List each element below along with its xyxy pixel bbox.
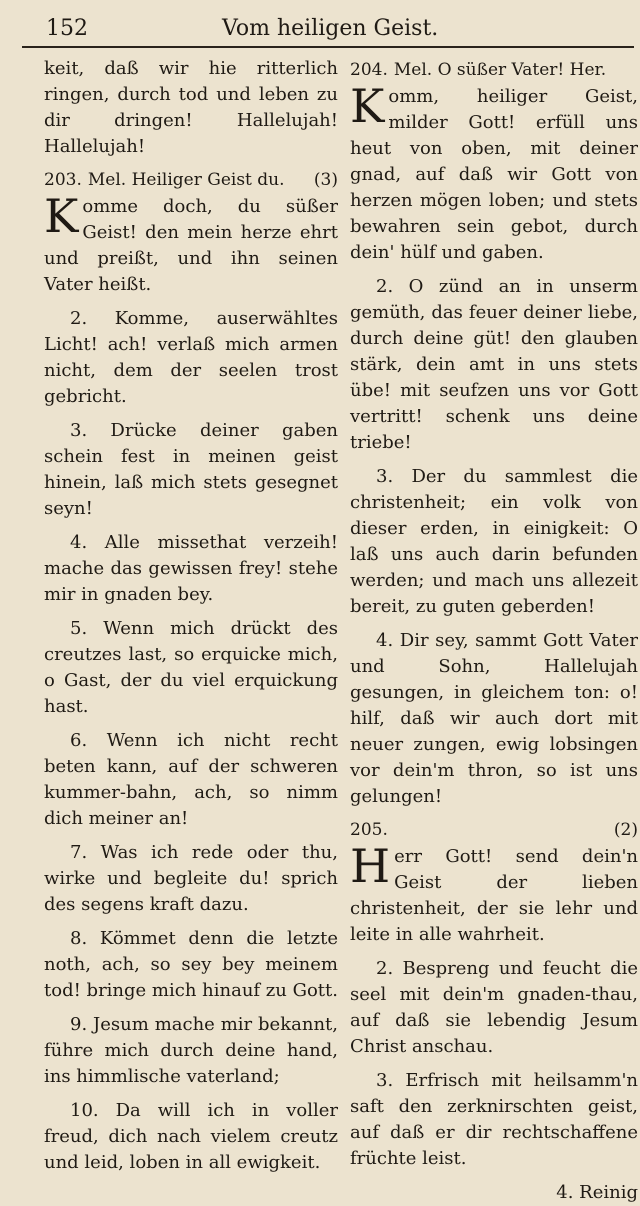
hymn-204-verse-4: 4. Dir sey, sammt Gott Vater und Sohn, Hallelujah gesungen, in gleichem ton: o! hilf, daß wir auch dort mit neuer zungen, ewig lobsingen vor dein'm thron, so ist uns gelungen! [350,630,638,807]
hymn-203-melody: Mel. Heiliger Geist du. [87,170,285,190]
running-head: Vom heiligen Geist. [222,16,439,41]
continuation-text: keit, daß wir hie ritterlich ringen, durch tod und leben zu dir dringen! Hallelujah! Hallelujah! [44,58,338,157]
hymn-205-verse-2: 2. Bespreng und feucht die seel mit dein'm gnaden-thau, auf daß sie lebendig Jesum Christ anschau. [350,958,638,1057]
hymn-203-verse-4: 4. Alle missethat verzeih! mache das gewissen frey! stehe mir in gnaden bey. [44,532,338,605]
hymn-204-heading [350,58,638,82]
hymn-203-verse-10: 10. Da will ich in voller freud, dich nach vielem creutz und leid, loben in all ewigkeit. [44,1100,338,1173]
hymn-205-number: 205. [350,820,388,840]
hymn-205-verse-3: 3. Erfrisch mit heilsamm'n saft den zerknirschten geist, auf daß er dir rechtschaffene früchte leist. [350,1070,638,1169]
hymn-203-heading [44,168,338,192]
hymn-204-verse-3: 3. Der du sammlest die christenheit; ein volk von dieser erden, in einigkeit: O laß uns auch darin befunden werden; und mach uns allezeit bereit, zu guten geberden! [350,466,638,617]
hymn-203-verse-3: 3. Drücke deiner gaben schein fest in meinen geist hinein, laß mich stets gesegnet seyn! [44,420,338,519]
hymn-204-verse-2: 2. O zünd an in unserm gemüth, das feuer deiner liebe, durch deine güt! den glauben stärk, dein amt in uns stets übe! mit seufzen uns vor Gott vertritt! schenk uns deine triebe! [350,276,638,453]
hymn-203-count: (3) [313,170,338,190]
hymn-203-verse-9: 9. Jesum mache mir bekannt, führe mich durch deine hand, ins himmlische vaterland; [44,1014,338,1087]
hymn-205-heading [350,818,638,842]
page-number: 152 [46,16,88,41]
hymn-203-number: 203. [44,170,82,190]
hymn-203-verse-5: 5. Wenn mich drückt des creutzes last, so erquicke mich, o Gast, der du viel erquickung hast. [44,618,338,717]
hymn-203-verse-8: 8. Kömmet denn die letzte noth, ach, so sey bey meinem tod! bringe mich hinauf zu Gott. [44,928,338,1001]
hymn-203-verse-2: 2. Komme, auserwähltes Licht! ach! verlaß mich armen nicht, dem der seelen trost gebricht. [44,308,338,407]
hymn-203-verse-6: 6. Wenn ich nicht recht beten kann, auf der schweren kummer-bahn, ach, so nimm dich meiner an! [44,730,338,829]
hymn-203-verse-7: 7. Was ich rede oder thu, wirke und begleite du! sprich des segens kraft dazu. [44,842,338,915]
right-column [350,56,638,1203]
hymn-204-number: 204. [350,60,388,80]
catchword: 4. Reinig [556,1182,638,1203]
hymn-204-melody: Mel. O süßer Vater! Her. [393,60,607,80]
hymn-204-verse-1: Komm, heiliger Geist, milder Gott! erfüll uns heut von oben, mit deiner gnad, auf daß wir Gott von herzen mögen loben; und stets bewahren sein gebot, durch dein' hülf und gaben. [350,79,638,263]
hymn-205-verse-1: Herr Gott! send dein'n Geist der lieben christenheit, der sie lehr und leite in alle wahrheit. [350,839,638,945]
header-rule [22,46,634,48]
hymn-205-count: (2) [613,820,638,840]
hymn-203-verse-1: Komme doch, du süßer Geist! den mein herze ehrt und preißt, und ihn seinen Vater heißt. [44,189,338,295]
page-header [22,12,628,48]
left-column [44,56,338,1173]
